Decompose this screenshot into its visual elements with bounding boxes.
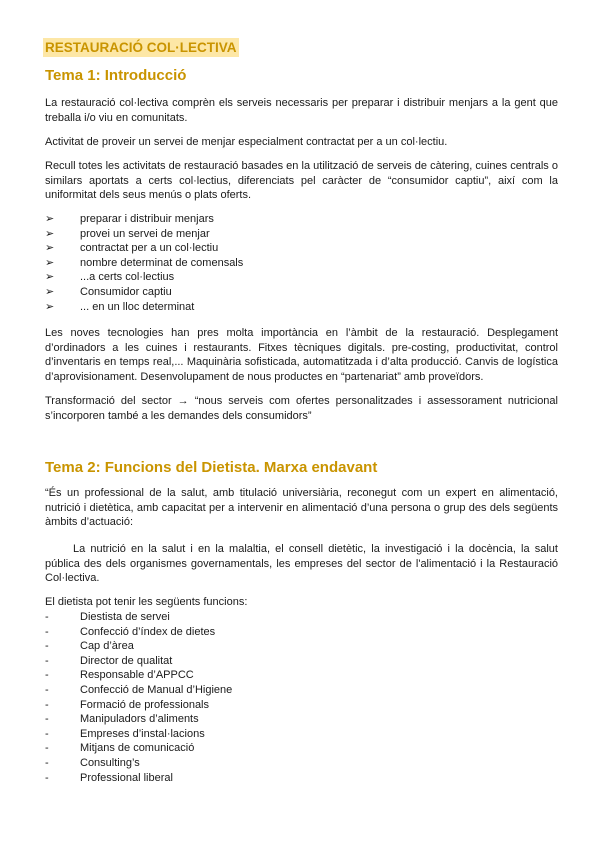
- function-item: [45, 756, 558, 771]
- function-item: [45, 625, 558, 640]
- bullet-item: [45, 241, 558, 256]
- list-item-text: Diestista de servei: [80, 611, 170, 623]
- bullet-item: [45, 285, 558, 300]
- function-item: [45, 639, 558, 654]
- bullet-marker: -: [45, 625, 49, 638]
- tema1-paragraph-4: Les noves tecnologies han pres molta importància en l’àmbit de la restauració. Desplegament d’ordinadors a les cuines i restaurants. Fitxes tècniques digitals. pre-costing, productivitat, control d’inventaris en temps real,... Maquinària sofisticada, automatitzada i d’alta producció. Canvis de logística d’aprovisionament. Desenvolupament de nous productes en “partenariat” amb proveïdors.: [45, 327, 558, 383]
- tema1-paragraph-1: La restauració col·lectiva comprèn els serveis necessaris per preparar i distribuir menjars a la gent que treballa i/o viu en comunitats.: [45, 97, 558, 124]
- bullet-marker: ➢: [45, 285, 55, 298]
- bullet-marker: -: [45, 756, 49, 769]
- function-item: [45, 668, 558, 683]
- function-item: [45, 698, 558, 713]
- list-item-text: preparar i distribuir menjars: [80, 213, 214, 225]
- bullet-item: [45, 256, 558, 271]
- bullet-marker: ➢: [45, 213, 55, 225]
- function-item: [45, 683, 558, 698]
- bullet-marker: -: [45, 771, 49, 784]
- list-item-text: Formació de professionals: [80, 698, 210, 711]
- functions-list: [45, 610, 558, 785]
- tema1-heading: Tema 1: Introducció: [45, 67, 187, 84]
- function-item: [45, 610, 558, 625]
- bullet-marker: -: [45, 698, 49, 711]
- list-item-text: Mitjans de comunicació: [80, 742, 195, 755]
- list-item-text: Director de qualitat: [80, 654, 173, 667]
- function-item: [45, 712, 558, 727]
- document-title: RESTAURACIÓ COL·LECTIVA: [45, 40, 237, 55]
- bullet-item: [45, 270, 558, 285]
- list-item-text: provei un servei de menjar: [80, 227, 210, 240]
- bullet-marker: ➢: [45, 242, 55, 255]
- bullet-marker: -: [45, 669, 49, 682]
- function-item: [45, 654, 558, 669]
- tema1-paragraph-2: Activitat de proveir un servei de menjar especialment contractat per a un col·lectiu.: [45, 136, 448, 148]
- function-item: [45, 771, 558, 786]
- list-item-text: Professional liberal: [80, 771, 173, 784]
- list-item-text: Manipuladors d’aliments: [80, 713, 199, 726]
- bullet-marker: ➢: [45, 271, 55, 284]
- list-item-text: Cap d’àrea: [80, 640, 134, 653]
- function-item: [45, 741, 558, 756]
- bullet-marker: ➢: [45, 300, 55, 313]
- bullet-marker: -: [45, 742, 49, 755]
- bullet-marker: -: [45, 713, 49, 726]
- bullet-marker: ➢: [45, 256, 55, 269]
- list-item-text: nombre determinat de comensals: [80, 256, 244, 269]
- list-item-text: Consumidor captiu: [80, 285, 172, 298]
- tema1-paragraph-5: Transformació del sector → “nous serveis com ofertes personalitzades i assessorament nutricional s’incorporen també a les demandes dels consumidors”: [45, 395, 558, 422]
- bullet-item: [45, 212, 558, 227]
- bullet-item: [45, 300, 558, 315]
- tema1-bullet-list: [45, 212, 558, 314]
- list-item-text: contractat per a un col·lectiu: [80, 242, 219, 255]
- bullet-marker: -: [45, 727, 49, 740]
- list-item-text: Consulting’s: [80, 756, 140, 769]
- list-item-text: Responsable d’APPCC: [80, 669, 194, 682]
- bullet-marker: -: [45, 611, 49, 623]
- list-item-text: Confecció d’índex de dietes: [80, 625, 216, 638]
- tema2-paragraph-1: “És un professional de la salut, amb titulació universiària, reconegut com un expert en alimentació, nutrició i dietètica, amb capacitat per a intervenir en alimentació d’una persona o grup des dels següents àmbits d’actuació:: [45, 487, 558, 529]
- bullet-marker: ➢: [45, 227, 55, 240]
- tema1-paragraph-3: Recull totes les activitats de restauració basades en la utilització de serveis de càtering, cuines centrals o similars aportats a certs col·lectius, diferenciats pel caràcter de “consumidor captiu”, així com la uniformitat dels seus menús o plats oferts.: [45, 160, 558, 202]
- tema2-paragraph-3: El dietista pot tenir les següents funcions:: [45, 596, 248, 608]
- bullet-item: [45, 227, 558, 242]
- list-item-text: ...a certs col·lectius: [80, 271, 175, 284]
- list-item-text: Empreses d’instal·lacions: [80, 727, 205, 740]
- bullet-marker: -: [45, 640, 49, 653]
- list-item-text: ... en un lloc determinat: [80, 300, 195, 313]
- bullet-marker: -: [45, 654, 49, 667]
- tema2-paragraph-2: La nutrició en la salut i en la malaltia, el consell dietètic, la investigació i la docència, la salut pública des dels organismes governamentals, les empreses del sector de l'alimentació i la Restauració Col·lectiva.: [45, 543, 558, 585]
- function-item: [45, 727, 558, 742]
- bullet-marker: -: [45, 683, 49, 696]
- tema2-heading: Tema 2: Funcions del Dietista. Marxa endavant: [45, 459, 378, 476]
- list-item-text: Confecció de Manual d’Higiene: [80, 683, 233, 696]
